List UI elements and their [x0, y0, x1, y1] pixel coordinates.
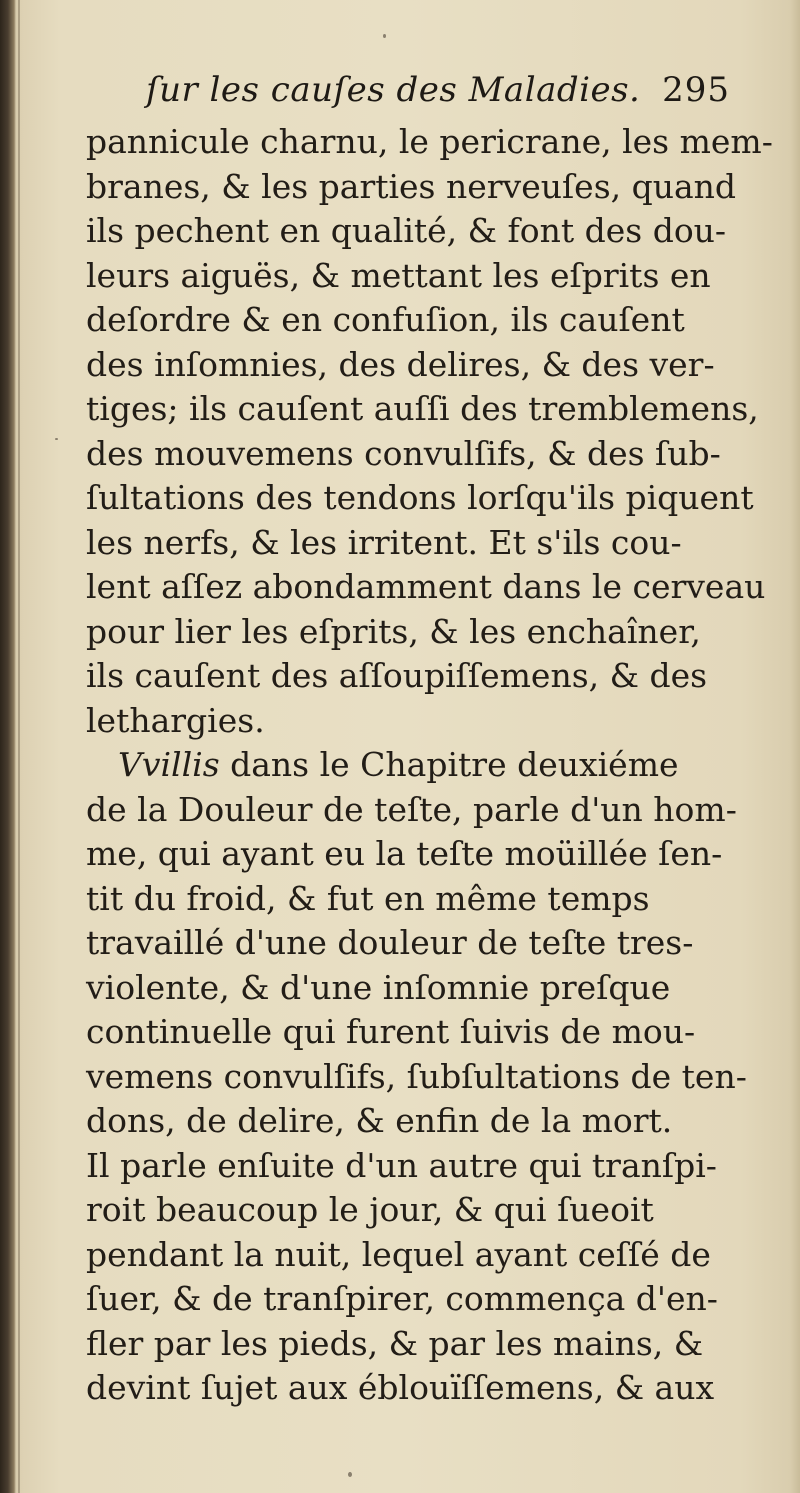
text-fragment: dans le Chapitre deuxiéme [219, 745, 679, 784]
spine-shadow [18, 0, 20, 1493]
paper-speck [348, 1472, 352, 1477]
text-line: pannicule charnu, le pericrane, les mem- [86, 122, 773, 161]
text-line: fler par les pieds, & par les mains, & [86, 1323, 704, 1363]
body-text [86, 120, 773, 1411]
text-line: dons, de delire, & enfin de la mort. [86, 1101, 673, 1140]
text-line: violente, & d'une inſomnie preſque [86, 967, 671, 1007]
paper-speck [55, 438, 58, 440]
text-line: travaillé d'une douleur de teſte tres- [86, 923, 694, 962]
text-line: devint ſujet aux éblouïſſemens, & aux [86, 1368, 715, 1407]
page-gutter [0, 0, 16, 1493]
text-line: pour lier les eſprits, & les enchaîner, [86, 611, 701, 651]
text-line: vemens convulſifs, ſubſultations de ten- [86, 1056, 747, 1096]
text-line: tiges; ils cauſent auſſi des tremblemens, [86, 389, 759, 428]
text-line: branes, & les parties nerveuſes, quand [86, 166, 737, 206]
text-line: de la Douleur de teſte, parle d'un hom- [86, 789, 737, 829]
running-header [90, 68, 730, 118]
text-line: roit beaucoup le jour, & qui ſueoit [86, 1190, 654, 1229]
text-line: les nerfs, & les irritent. Et s'ils cou- [86, 522, 682, 562]
cited-author: Vvillis [118, 745, 220, 784]
text-line: me, qui ayant eu la teſte moüillée ſen- [86, 834, 723, 873]
page-number: 295 [662, 70, 730, 110]
text-line: des inſomnies, des delires, & des ver- [86, 344, 715, 384]
text-line: ſuer, & de tranſpirer, commença d'en- [86, 1279, 718, 1318]
text-line: lent aſſez abondamment dans le cerveau [86, 567, 766, 606]
paragraph-opening-line [86, 743, 746, 788]
text-line: continuelle qui furent ſuivis de mou- [86, 1012, 696, 1051]
text-line: ils cauſent des aſſoupiſſemens, & des [86, 656, 708, 695]
paper-speck [383, 34, 386, 38]
text-line: tit du froid, & fut en même temps [86, 878, 650, 918]
text-line: Il parle enſuite d'un autre qui tranſpi- [86, 1145, 717, 1185]
text-line: ſultations des tendons lorſqu'ils piquent [86, 478, 754, 517]
running-title: ſur les cauſes des Maladies. [146, 70, 641, 110]
text-line: ils pechent en qualité, & font des dou- [86, 211, 727, 250]
text-line: lethargies. [86, 700, 265, 740]
text-line: deſordre & en confuſion, ils cauſent [86, 300, 685, 339]
text-line: des mouvemens convulſifs, & des ſub- [86, 433, 721, 473]
text-line: leurs aiguës, & mettant les eſprits en [86, 255, 711, 295]
text-line: pendant la nuit, lequel ayant ceſſé de [86, 1234, 711, 1274]
